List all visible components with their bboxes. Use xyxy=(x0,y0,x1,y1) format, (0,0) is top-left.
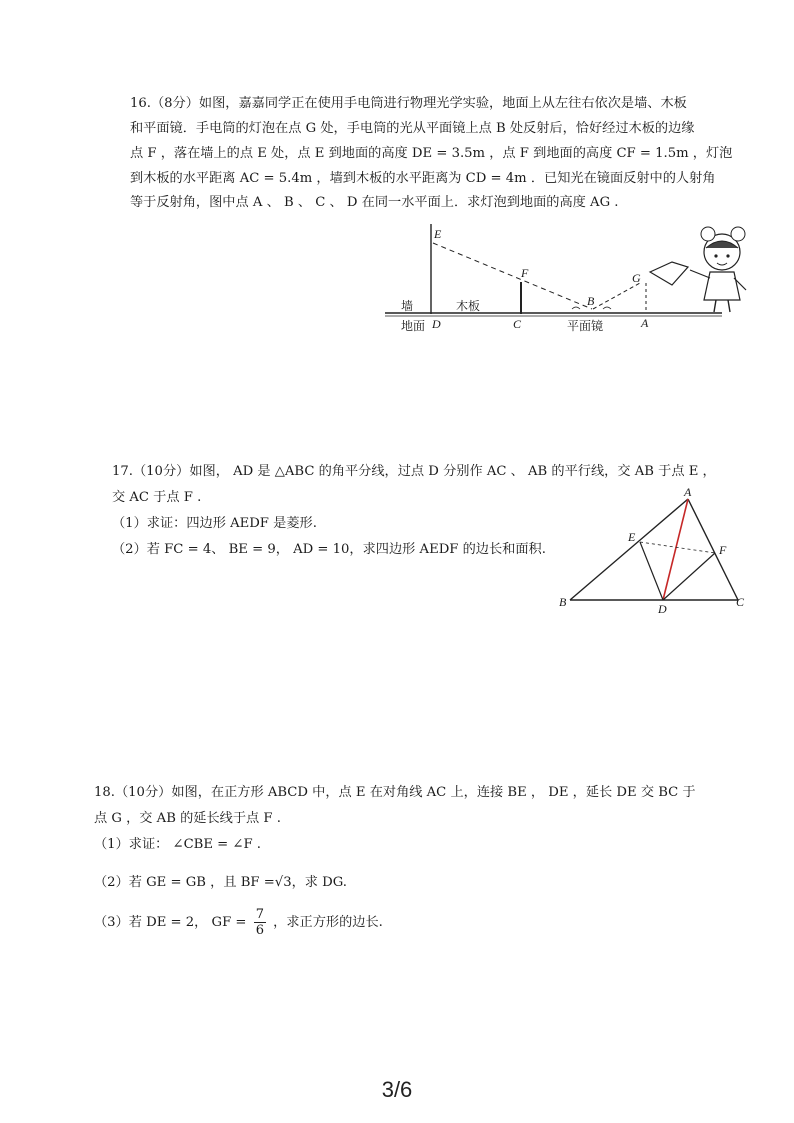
q16-line-2: 和平面镜．手电筒的灯泡在点 G 处，手电筒的光从平面镜上点 B 处反射后，恰好经过木板的边缘 xyxy=(130,121,695,136)
q18-part3-suffix: ，求正方形的边长. xyxy=(273,915,383,930)
label-17-f: F xyxy=(719,543,727,557)
q17-line-4: （2）若 FC = 4、 BE = 9， AD = 10，求四边形 AEDF 的边长和面积. xyxy=(112,542,546,557)
q18-part3-prefix: （3）若 DE = 2， GF = xyxy=(94,915,247,930)
fraction-7-6 xyxy=(254,907,266,938)
q18-line-5 xyxy=(94,906,383,940)
label-wall: 墙 xyxy=(401,299,414,313)
q16-line-1: 16.（8分）如图，嘉嘉同学正在使用手电筒进行物理光学实验，地面上从左往右依次是墙、木板 xyxy=(130,96,687,111)
q18-line-3: （1）求证： ∠CBE = ∠F . xyxy=(94,837,261,852)
fraction-denominator: 6 xyxy=(255,923,264,938)
q18-line-2: 点 G ，交 AB 的延长线于点 F . xyxy=(94,811,281,826)
q18-line-1: 18.（10分）如图，在正方形 ABCD 中，点 E 在对角线 AC 上，连接 BE ， DE ，延长 DE 交 BC 于 xyxy=(94,785,696,800)
segment-ad xyxy=(663,499,688,600)
q17-line-3: （1）求证：四边形 AEDF 是菱形. xyxy=(112,516,317,531)
q18-line-4: （2）若 GE = GB ，且 BF =√3，求 DG. xyxy=(94,875,347,890)
q16-line-4: 到木板的水平距离 AC = 5.4m ，墙到木板的水平距离为 CD = 4m ．已知光在镜面反射中的人射角 xyxy=(130,171,716,186)
q16-line-3: 点 F ，落在墙上的点 E 处，点 E 到地面的高度 DE = 3.5m ，点 F 到地面的高度 CF = 1.5m ，灯泡 xyxy=(130,146,733,161)
page-number: 3/6 xyxy=(381,1077,413,1102)
side-ab xyxy=(570,499,688,600)
label-a: A xyxy=(641,316,649,330)
label-f: F xyxy=(521,266,529,280)
label-17-e: E xyxy=(628,530,636,544)
side-ac xyxy=(688,499,738,600)
label-mirror: 平面镜 xyxy=(567,319,604,333)
label-g: G xyxy=(632,271,641,285)
label-b: B xyxy=(587,294,595,308)
label-board: 木板 xyxy=(456,299,481,313)
label-17-c: C xyxy=(736,595,745,609)
q17-line-1: 17.（10分）如图， AD 是 △ABC 的角平分线，过点 D 分别作 AC 、 AB 的平行线，交 AB 于点 E ， xyxy=(112,464,716,479)
label-e: E xyxy=(434,227,442,241)
q17-line-2: 交 AC 于点 F . xyxy=(112,490,202,505)
q16-line-5: 等于反射角，图中点 A 、 B 、 C 、 D 在同一水平面上．求灯泡到地面的高度 AG . xyxy=(130,195,619,210)
fraction-numerator: 7 xyxy=(255,907,264,922)
label-17-d: D xyxy=(658,602,667,616)
label-17-a: A xyxy=(684,485,692,499)
label-c: C xyxy=(513,317,522,331)
label-17-b: B xyxy=(559,595,567,609)
segment-df xyxy=(663,553,715,600)
label-d: D xyxy=(432,317,441,331)
segment-ed xyxy=(640,542,663,600)
label-ground: 地面 xyxy=(401,319,426,333)
